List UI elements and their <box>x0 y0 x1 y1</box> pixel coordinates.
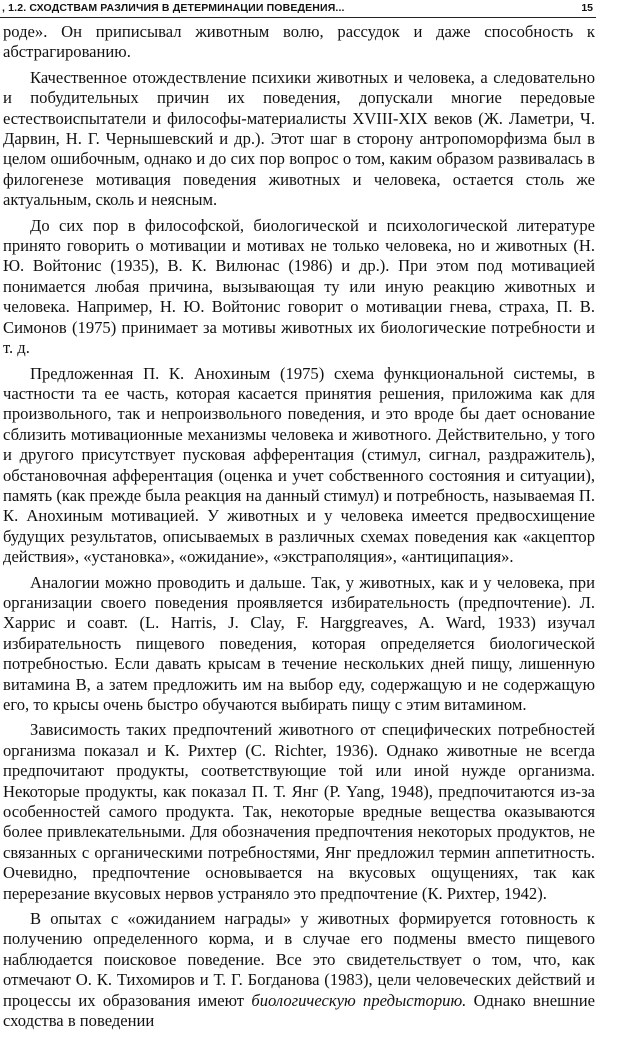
paragraph-7-italic: биологическую предысторию. <box>251 990 467 1010</box>
paragraph-4: Предложенная П. К. Анохиным (1975) схема функциональной системы, в частности та ее часть, которая касается принятия решения, приложима как для произвольного, так и непроизвольного поведения, и это вроде бы дает основание сблизить мотивационные механизмы человека и животного. Действительно, у того и другого присутствует пусковая афферентация (стимул, сигнал, раздражитель), обстановочная афферентация (оценка и учет собственного состояния и ситуации), память (как прежде была реакция на данный стимул) и потребность, называемая П. К. Анохиным мотивацией. У животных и у человека имеется предвосхищение будущих результатов, описываемых в различных схемах поведения как «акцептор действия», «установка», «ожидание», «экстраполяция», «антиципация». <box>3 363 595 567</box>
paragraph-7 <box>3 909 595 1031</box>
paragraph-5: Аналогии можно проводить и дальше. Так, у животных, как и у человека, при организации своего поведения проявляется избирательность (предпочтение). Л. Харрис и соавт. (L. Harris, J. Clay, F. Harggreaves, A. Ward, 1933) изучал избирательность пищевого поведения, которая определяется биологической потребностью. Если давать крысам в течение нескольких дней пищу, лишенную витамина В, а затем предложить им на выбор еду, содержащую и не содержащую его, то крысы очень быстро обучаются выбирать пищу с этим витамином. <box>3 572 595 714</box>
paragraph-6: Зависимость таких предпочтений животного от специфических потребностей организма показал и К. Рихтер (С. Richter, 1936). Однако животные не всегда предпочитают продукты, соответствующие той или иной нужде организма. Некоторые продукты, как показал П. Т. Янг (Р. Yang, 1948), предпочитаются из-за особенностей самого продукта. Так, некоторые вредные вещества оказываются более привлекательными. Для обозначения предпочтения некоторых продуктов, не связанных с органическими потребностями, Янг предложил термин аппетитность. Очевидно, предпочтение основывается на вкусовых ощущениях, так как перерезание вкусовых нервов устраняло это предпочтение (К. Рихтер, 1942). <box>3 720 595 903</box>
header-left-mark: , <box>2 2 6 14</box>
running-title <box>2 2 345 14</box>
running-header <box>0 0 620 22</box>
page-number: 15 <box>581 2 593 14</box>
header-divider <box>0 17 596 18</box>
body-text <box>3 22 595 1037</box>
paragraph-2: Качественное отождествление психики животных и человека, а следовательно и побудительных причин их поведения, допускали многие передовые естествоиспытатели и философы-материалисты XVIII-XIX веков (Ж. Ламетри, Ч. Дарвин, Н. Г. Чернышевский и др.). Этот шаг в сторону антропоморфизма был в целом ошибочным, однако и до сих пор вопрос о том, каким образом развивалась в филогенезе мотивация поведения животных и человека, остается столь же актуальным, сколь и неясным. <box>3 67 595 210</box>
paragraph-3: До сих пор в философской, биологической и психологической литературе принято говорить о мотивации и мотивах не только человека, но и животных (Н. Ю. Войтонис (1935), В. К. Вилюнас (1986) и др.). При этом под мотивацией понимается любая причина, вызывающая ту или иную реакцию животных и человека. Например, Н. Ю. Войтонис говорит о мотивации гнева, страха, П. В. Симонов (1975) принимает за мотивы животных их биологические потребности и т. д. <box>3 215 595 358</box>
header-section-title: 1.2. СХОДСТВАМ РАЗЛИЧИЯ В ДЕТЕРМИНАЦИИ ПОВЕДЕНИЯ... <box>8 2 345 14</box>
paragraph-7-end: Однако внешние сходства в поведении <box>3 990 595 1031</box>
paragraph-1: роде». Он приписывал животным волю, рассудок и даже способность к абстрагированию. <box>3 22 595 62</box>
paragraph-7-start: В опытах с «ожиданием награды» у животных формируется готовность к получению определенного корма, и в случае его подмены вместо пищевого наблюдается поисковое поведение. Все это свидетельствует о том, что, как отмечают О. К. Тихомиров и Т. Г. Богданова (1983), цели человеческих действий и процессы их образования имеют <box>3 909 595 1010</box>
